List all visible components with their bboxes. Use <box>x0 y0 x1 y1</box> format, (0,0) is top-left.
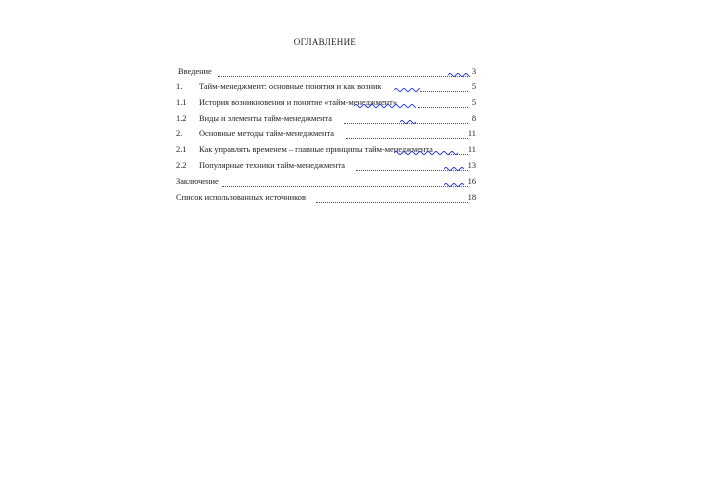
dot-leader <box>218 66 468 77</box>
toc-entry-introduction[interactable] <box>176 66 476 81</box>
table-of-contents <box>176 66 476 207</box>
toc-entry-page: 11 <box>467 145 476 155</box>
dot-leader <box>420 81 468 92</box>
toc-entry-text: Введение <box>178 67 212 76</box>
spellcheck-squiggle <box>394 88 420 92</box>
dot-leader <box>346 128 468 139</box>
toc-entry-section-2[interactable] <box>176 128 476 144</box>
toc-entry-number: 1.2 <box>176 113 187 123</box>
spellcheck-squiggle <box>400 120 416 124</box>
toc-entry-page: 16 <box>467 176 476 186</box>
toc-entry-text: Основные методы тайм-менеджмента <box>199 129 334 139</box>
toc-entry-number: 2.2 <box>176 160 187 170</box>
toc-entry-page: 8 <box>471 113 476 123</box>
toc-entry-section-1[interactable] <box>176 81 476 97</box>
toc-title: ОГЛАВЛЕНИЕ <box>293 37 357 47</box>
dot-leader <box>222 176 468 187</box>
toc-entry-conclusion[interactable] <box>176 176 476 192</box>
toc-entry-number: 2.1 <box>176 145 187 155</box>
toc-entry-number: 1. <box>176 82 183 91</box>
dot-leader <box>418 97 468 108</box>
toc-entry-text: Виды и элементы тайм-менеджмента <box>199 113 333 123</box>
toc-entry-number: 2. <box>176 129 183 139</box>
dot-leader <box>316 192 468 203</box>
spellcheck-squiggle <box>444 183 464 187</box>
toc-entry-page: 13 <box>467 160 476 170</box>
spellcheck-squiggle <box>394 151 458 155</box>
toc-entry-text: Список использованных источников <box>176 192 306 202</box>
toc-entry-section-1-2[interactable] <box>176 113 476 129</box>
toc-entry-section-2-2[interactable] <box>176 160 476 176</box>
toc-entry-text: Тайм-менеджмент: основные понятия и как возник <box>199 82 382 91</box>
toc-entry-page: 5 <box>471 82 476 91</box>
toc-entry-text: История возникновения и понятие «тайм-менеджмент» <box>199 97 398 107</box>
spellcheck-squiggle <box>444 167 464 171</box>
toc-entry-page: 11 <box>467 129 476 139</box>
toc-entry-page: 5 <box>471 97 476 107</box>
spellcheck-squiggle <box>448 73 470 77</box>
toc-entry-text: Популярные техники тайм-менеджмента <box>199 160 345 170</box>
toc-entry-section-1-1[interactable] <box>176 97 476 113</box>
toc-entry-references[interactable] <box>176 192 476 208</box>
toc-entry-number: 1.1 <box>176 97 187 107</box>
spellcheck-squiggle <box>354 104 416 108</box>
toc-entry-page: 3 <box>471 67 476 76</box>
toc-entry-text: Как управлять временем – главные принципы тайм-менеджмента <box>199 145 433 155</box>
toc-entry-page: 18 <box>467 192 476 202</box>
toc-entry-text: Заключение <box>176 176 219 186</box>
toc-entry-section-2-1[interactable] <box>176 144 476 160</box>
